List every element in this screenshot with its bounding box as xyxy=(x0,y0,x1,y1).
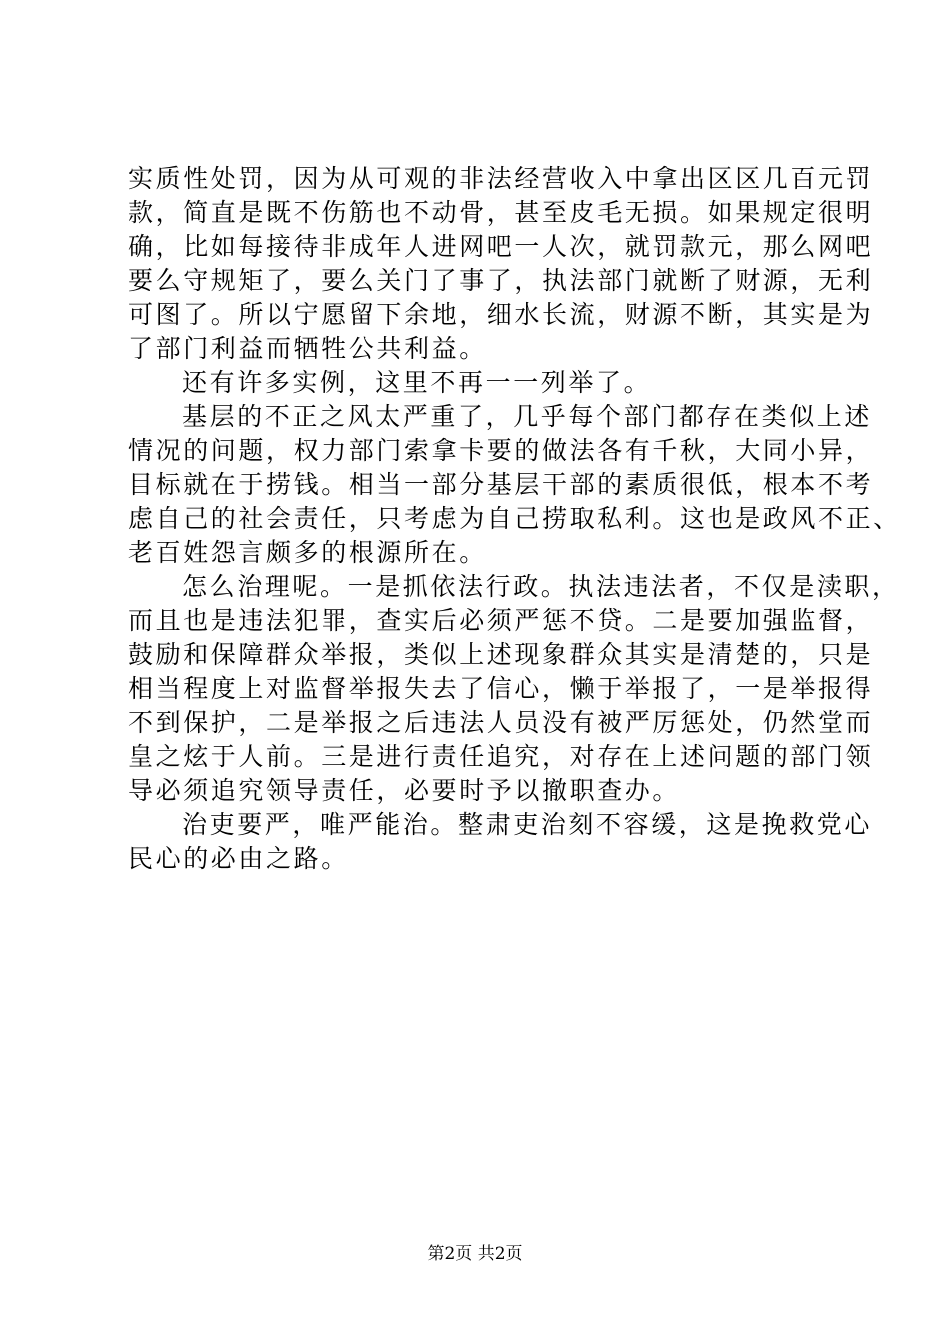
text-line: 民心的必由之路。 xyxy=(128,844,349,873)
text-line: 确，比如每接待非成年人进网吧一人次，就罚款元，那么网吧 xyxy=(128,232,874,261)
text-line: 不到保护，二是举报之后违法人员没有被严厉惩处，仍然堂而 xyxy=(128,708,874,737)
text-line: 可图了。所以宁愿留下余地，细水长流，财源不断，其实是为 xyxy=(128,300,874,329)
text-line: 导必须追究领导责任，必要时予以撤职查办。 xyxy=(128,776,681,805)
paragraph-first-line: 怎么治理呢。一是抓依法行政。执法违法者，不仅是渎职， xyxy=(182,572,900,601)
text-line: 了部门利益而牺牲公共利益。 xyxy=(128,334,487,363)
text-line: 款，简直是既不伤筋也不动骨，甚至皮毛无损。如果规定很明 xyxy=(128,198,874,227)
text-line: 要么守规矩了，要么关门了事了，执法部门就断了财源，无利 xyxy=(128,266,874,295)
text-line: 皇之炫于人前。三是进行责任追究，对存在上述问题的部门领 xyxy=(128,742,874,771)
text-line: 老百姓怨言颇多的根源所在。 xyxy=(128,538,487,567)
paragraph-first-line: 还有许多实例，这里不再一一列举了。 xyxy=(182,368,652,397)
text-line: 实质性处罚，因为从可观的非法经营收入中拿出区区几百元罚 xyxy=(128,164,874,193)
text-line: 相当程度上对监督举报失去了信心，懒于举报了，一是举报得 xyxy=(128,674,874,703)
text-line: 而且也是违法犯罪，查实后必须严惩不贷。二是要加强监督， xyxy=(128,606,874,635)
text-line: 虑自己的社会责任，只考虑为自己捞取私利。这也是政风不正、 xyxy=(128,504,901,533)
paragraph-first-line: 基层的不正之风太严重了，几乎每个部门都存在类似上述 xyxy=(182,402,873,431)
page-footer: 第2页 共2页 xyxy=(427,1244,523,1264)
text-line: 情况的问题，权力部门索拿卡要的做法各有千秋，大同小异， xyxy=(128,436,874,465)
text-line: 鼓励和保障群众举报，类似上述现象群众其实是清楚的，只是 xyxy=(128,640,874,669)
text-line: 目标就在于捞钱。相当一部分基层干部的素质很低，根本不考 xyxy=(128,470,874,499)
paragraph-first-line: 治吏要严，唯严能治。整肃吏治刻不容缓，这是挽救党心 xyxy=(182,810,873,839)
